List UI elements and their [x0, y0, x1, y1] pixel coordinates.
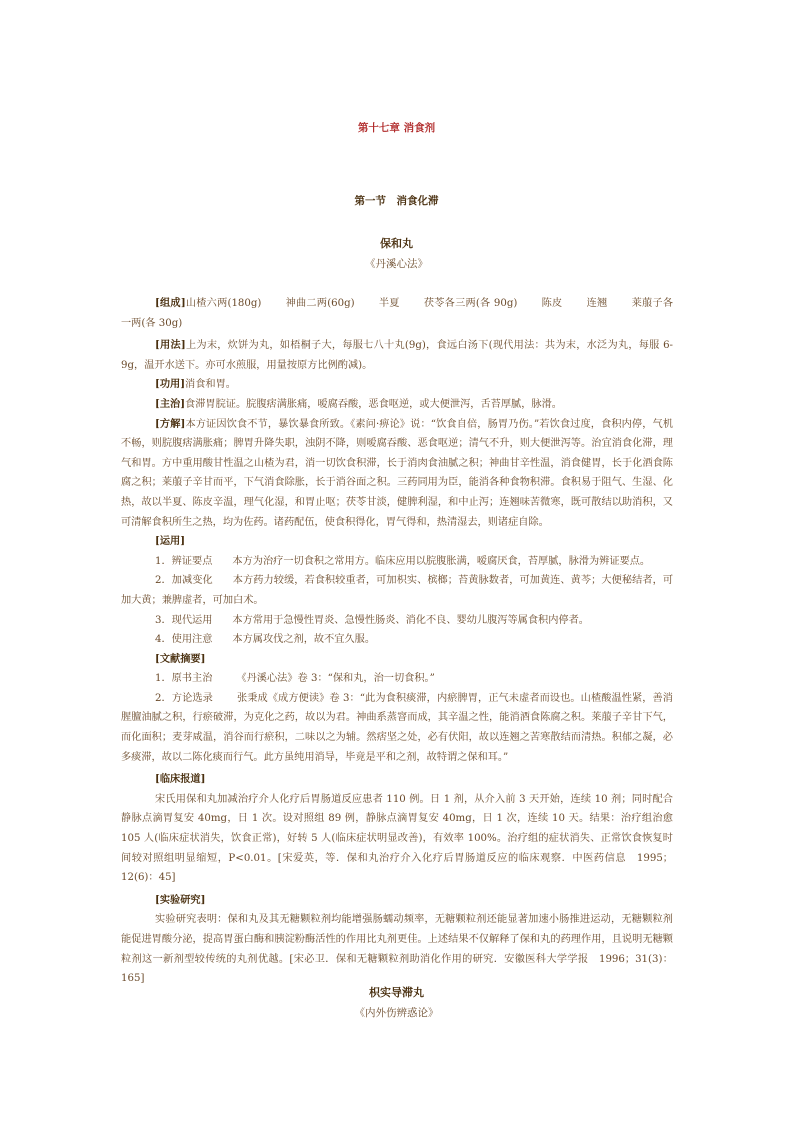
- application-item: [121, 571, 673, 610]
- item-title: 4．使用注意: [155, 634, 213, 646]
- formula-title: 保和丸: [380, 237, 413, 250]
- formula-source: 《丹溪心法》: [365, 258, 428, 270]
- function-text: 消食和胃。: [185, 379, 236, 391]
- literature-heading: [文献摘要]: [155, 652, 206, 665]
- ingredient: 神曲二两(60g): [285, 298, 355, 309]
- clinical-heading: [临床报道]: [155, 773, 206, 786]
- application-item: [121, 630, 673, 650]
- usage-text: 上为末，炊饼为丸，如梧桐子大，每服七八十丸(9g)，食远白汤下(现代用法：共为末，水泛为丸，每服 6-9g，温开水送下。亦可水煎服，用量按原方比例酌减)。: [121, 340, 673, 371]
- explanation-text: 本方证因饮食不节，暴饮暴食所致。《素问·痹论》说：“饮食自倍，肠胃乃伤。”若饮食过度，食积内停，气机不畅，则脘腹痞满胀痛；脾胃升降失职，浊阴不降，则嗳腐吞酸、恶食呕逆；清气不升，则大便泄泻等。治宜消食化滞，理气和胃。方中重用酸甘性温之山楂为君，消一切饮食积滞，长于消肉食油腻之积；神曲甘辛性温，消食健胃，长于化酒食陈腐之积；莱菔子辛甘而平，下气消食除胀，长于消谷面之积。三药同用为臣，能消各种食物积滞。食积易于阻气、生湿、化热，故以半夏、陈皮辛温，理气化湿，和胃止呕；茯苓甘淡，健脾利湿，和中止泻；连翘味苦微寒，既可散结以助消积，又可清解食积所生之热，均为佐药。诸药配伍，使食积得化，胃气得和，热清湿去，则诸症自除。: [121, 418, 674, 528]
- formula-body: [121, 294, 673, 989]
- item-title: 1．原书主治: [155, 673, 213, 685]
- formula2-title: 枳实导滞丸: [369, 986, 424, 999]
- ingredient: 半夏: [378, 298, 400, 309]
- indication-text: 食滞胃脘证。脘腹痞满胀痛，嗳腐吞酸，恶食呕逆，或大便泄泻，舌苔厚腻，脉滑。: [185, 398, 562, 410]
- item-text: 本方属攻伐之剂，故不宜久服。: [232, 634, 376, 646]
- section-title: 第一节 消食化滞: [354, 195, 439, 207]
- item-text: 本方常用于急慢性胃炎、急慢性肠炎、消化不良、婴幼儿腹泻等属食积内停者。: [232, 614, 589, 626]
- explanation-label: [方解]: [155, 417, 186, 430]
- item-text: 张秉成《成方便读》卷 3：“此为食积痰滞，内瘀脾胃，正气未虚者而设也。山楂酸温性紧，善消腥膻油腻之积，行瘀破滞，为克化之药，故以为君。神曲系蒸窨而成，其辛温之性，能消酒食陈腐之积。莱菔子辛甘下气，而化面积；麦芽咸温，消谷而行瘀积，二味以之为辅。然痞坚之处，必有伏阳，故以连翘之苦寒散结而清热。积郁之凝，必多痰滞，故以二陈化痰而行气。此方虽纯用消导，毕竟是平和之剂，故特谓之保和耳。”: [121, 692, 673, 763]
- item-title: 3．现代运用: [155, 614, 213, 626]
- usage: [121, 336, 673, 375]
- ingredient: 茯苓各三两(各 90g): [423, 298, 518, 309]
- composition-label: [组成]: [155, 297, 186, 309]
- item-text: 《丹溪心法》卷 3：“保和丸，治一切食积。”: [236, 673, 435, 685]
- item-text: 本方为治疗一切食积之常用方。临床应用以脘腹胀满，嗳腐厌食，苔厚腻，脉滑为辨证要点。: [232, 555, 651, 567]
- ingredient: 陈皮: [541, 298, 563, 309]
- item-title: 1．辨证要点: [155, 555, 213, 567]
- indication: [121, 395, 673, 415]
- application-item: [121, 552, 673, 572]
- item-title: 2．方论选录: [155, 692, 213, 704]
- literature-item: [121, 669, 673, 689]
- literature-item: [121, 689, 673, 767]
- application-item: [121, 611, 673, 631]
- experiment-text: 实验研究表明：保和丸及其无糖颗粒剂均能增强肠蠕动频率，无糖颗粒剂还能显著加速小肠推进运动，无糖颗粒剂能促进胃酸分泌，提高胃蛋白酶和胰淀粉酶活性的作用比丸剂更佳。上述结果不仅解释了保和丸的药理作用，且说明无糖颗粒剂这一新剂型较传统的丸剂优越。[宋必卫．保和无糖颗粒剂助消化作用的研究．安徽医科大学学报 1996；31(3)： 165]: [121, 914, 673, 985]
- composition: [121, 294, 673, 333]
- chapter-title: 第十七章 消食剂: [357, 122, 436, 134]
- item-text: 本方药力较缓，若食积较重者，可加枳实、槟榔；苔黄脉数者，可加黄连、黄芩；大便秘结者，可加大黄；兼脾虚者，可加白术。: [121, 575, 673, 606]
- usage-label: [用法]: [155, 339, 186, 352]
- ingredient: 莱菔子各一两(各 30g): [121, 298, 674, 329]
- ingredient: 连翘: [586, 298, 608, 309]
- application-heading: [运用]: [155, 535, 186, 548]
- experiment-heading: [实验研究]: [155, 893, 206, 906]
- formula2-source: 《内外伤辨惑论》: [354, 1007, 439, 1019]
- explanation: [121, 415, 673, 533]
- clinical-text: 宋氏用保和丸加减治疗介人化疗后胃肠道反应患者 110 例。日 1 剂，从介入前 3 天开始，连续 10 剂；同时配合静脉点滴胃复安 40mg，日 1 次。设对照组 89 例，静脉点滴胃复安 40mg，日 1 次，连续 10 天。结果：治疗组治愈 105 人(临床症状消失，饮食正常)，好转 5 人(临床症状明显改善)，有效率 100%。治疗组的症状消失、正常饮食恢复时间较对照组明显缩短，P<0.01。[宋爱英，等．保和丸治疗介入化疗后胃肠道反应的临床观察．中医药信息 1995；12(6)：45]: [121, 793, 673, 884]
- function-label: [功用]: [155, 378, 186, 391]
- item-title: 2．加减变化: [155, 575, 213, 587]
- function: [121, 375, 673, 395]
- indication-label: [主治]: [155, 397, 186, 410]
- ingredient: 山楂六两(180g): [185, 298, 262, 309]
